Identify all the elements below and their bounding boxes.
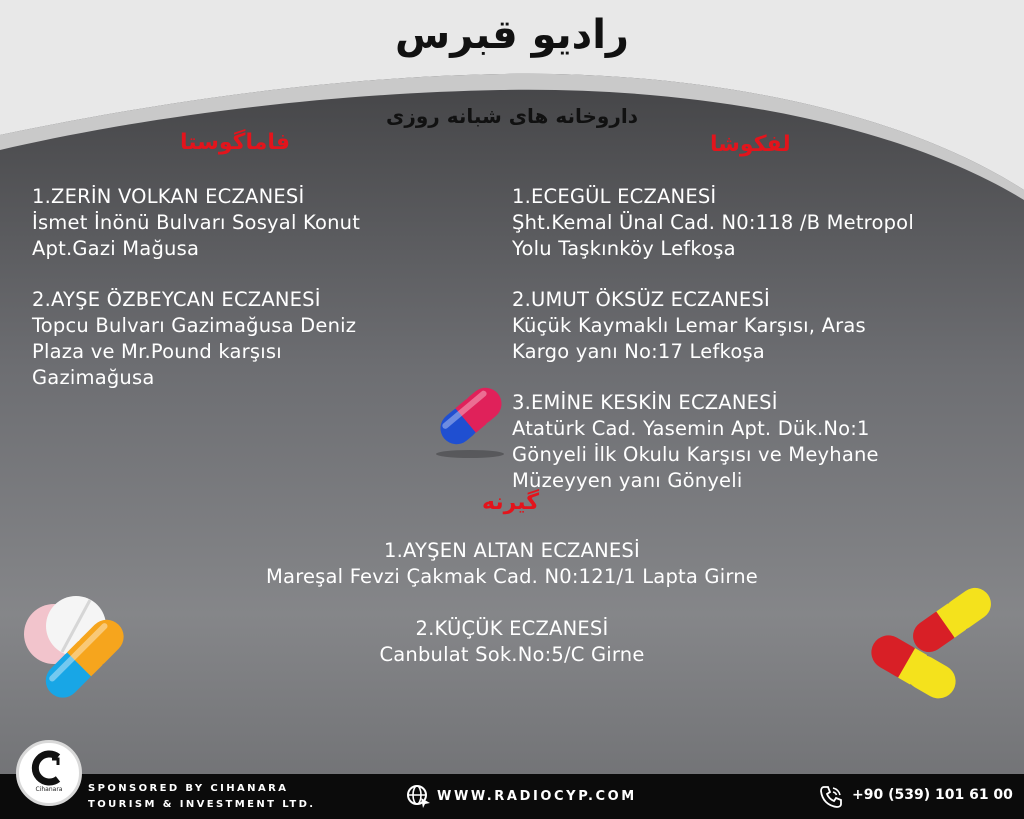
pharmacy-name: 1.ECEGÜL ECZANESİ xyxy=(512,185,717,208)
pharmacy-address: İsmet İnönü Bulvarı Sosyal Konut Apt.Gazi Mağusa xyxy=(32,211,361,260)
logo-mark-icon xyxy=(28,749,70,787)
pharmacy-name: 2.UMUT ÖKSÜZ ECZANESİ xyxy=(512,288,770,311)
pharmacy-entry xyxy=(32,184,502,262)
pharmacy-entry xyxy=(512,184,1022,262)
pharmacy-address: Canbulat Sok.No:5/C Girne xyxy=(379,643,645,666)
phone-link[interactable]: +90 (539) 101 61 00 xyxy=(852,787,1013,803)
sponsor-line: TOURISM & INVESTMENT LTD. xyxy=(88,799,316,810)
pharmacy-name: 3.EMİNE KESKİN ECZANESİ xyxy=(512,391,778,414)
globe-icon xyxy=(406,784,432,810)
brand-title: رادیو قبرس xyxy=(395,12,629,58)
capsules-icon xyxy=(862,570,1008,710)
pills-icon xyxy=(14,592,134,706)
pharmacy-address: Atatürk Cad. Yasemin Apt. Dük.No:1 Gönyeli İlk Okulu Karşısı ve Meyhane Müzeyyen yanı Gönyeli xyxy=(512,417,879,492)
region-lefkosa: لفکوشا xyxy=(710,132,791,157)
pharmacy-name: 2.KÜÇÜK ECZANESİ xyxy=(415,617,609,640)
pharmacy-entry xyxy=(512,390,1022,494)
subtitle: داروخانه های شبانه روزی xyxy=(386,104,638,128)
sponsor-line: SPONSORED BY CIHANARA xyxy=(88,783,289,794)
capsule-icon xyxy=(428,376,514,460)
pharmacy-address: Topcu Bulvarı Gazimağusa Deniz Plaza ve Mr.Pound karşısı Gazimağusa xyxy=(32,314,357,389)
region-famagusta: فاماگوستا xyxy=(180,130,291,155)
sponsor-text xyxy=(88,781,315,813)
pharmacy-address: Küçük Kaymaklı Lemar Karşısı, Aras Kargo yanı No:17 Lefkoşa xyxy=(512,314,866,363)
region-girne: گیرنه xyxy=(482,490,540,515)
website-link[interactable]: WWW.RADIOCYP.COM xyxy=(437,789,637,804)
company-logo xyxy=(16,740,82,806)
pharmacy-name: 1.ZERİN VOLKAN ECZANESİ xyxy=(32,185,305,208)
pharmacy-name: 1.AYŞEN ALTAN ECZANESİ xyxy=(384,539,640,562)
pharmacy-name: 2.AYŞE ÖZBEYCAN ECZANESİ xyxy=(32,288,321,311)
pharmacy-address: Şht.Kemal Ünal Cad. N0:118 /B Metropol Yolu Taşkınköy Lefkoşa xyxy=(512,211,914,260)
pharmacy-entry xyxy=(512,287,1012,365)
pharmacy-address: Mareşal Fevzi Çakmak Cad. N0:121/1 Lapta Girne xyxy=(266,565,758,588)
logo-text: Cihanara xyxy=(35,786,63,793)
phone-icon xyxy=(818,784,844,810)
